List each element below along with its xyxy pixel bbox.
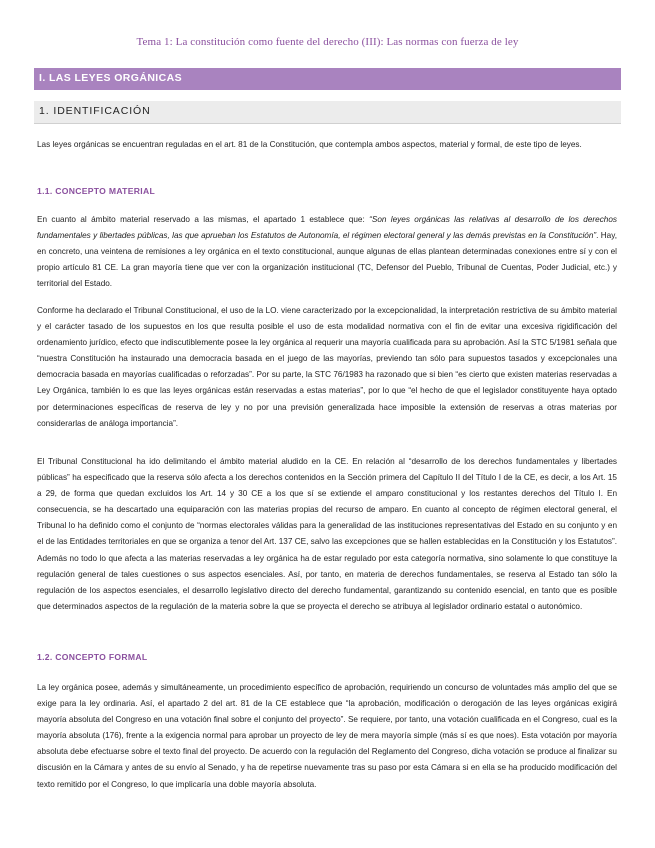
section-title: I. LAS LEYES ORGÁNICAS <box>39 72 182 84</box>
formal-paragraph-1: La ley orgánica posee, además y simultáneamente, un procedimiento específico de aprobación, requiriendo un concurso de voluntades más amplio del que se exige para la ley ordinaria. Así, el apartado 2 del art. 81 de la CE establece que “la aprobación, modificación o derogación de las leyes orgánicas exigirá mayoría absoluta del Congreso en una votación final sobre el conjunto del proyecto”. Se requiere, por tanto, una votación cualificada en el Congreso, cual es la mayoría absoluta (176), frente a la exigencia normal para aprobar un proyecto de ley de mera mayoría simple (más sí es que noes). Esta votación por mayoría absoluta debe efectuarse sobre el texto final del proyecto. De acuerdo con la regulación del Reglamento del Congreso, dicha votación se produce al finalizar su discusión en la Cámara y antes de su envío al Senado, y ha de repetirse nuevamente tras su paso por esta Cámara si en ella se ha producido modificación del texto remitido por el Congreso, lo que implicaría una doble mayoría absoluta. <box>37 683 617 789</box>
material-paragraph-2: Conforme ha declarado el Tribunal Constitucional, el uso de la LO. viene caracterizado por la excepcionalidad, la interpretación restrictiva de su ámbito material y el carácter tasado de los supuestos en los que resulta posible el uso de esta modalidad normativa con el fin de evitar una excesiva rigidificación del ordenamiento jurídico, efecto que indiscutiblemente posee la ley orgánica al requerir una mayoría cualificada para su aprobación. Así la STC 5/1981 señala que “nuestra Constitución ha instaurado una democracia basada en el juego de las mayorías, previendo tan sólo para supuestos tasados y excepcionales una democracia basada en mayorías cualificadas o reforzadas”. Por su parte, la STC 76/1983 ha razonado que si bien “es cierto que existen materias reservadas a Ley Orgánica, también lo es que las leyes orgánicas están reservadas a estas materias”, por lo que “el hecho de que el legislador constituyente haya optado por determinaciones específicas de reserva de ley y no por una previsión generalizada hace imposible la extensión de reservas a otras materias por considerarlas de análoga importancia”. <box>37 306 617 428</box>
intro-paragraph: Las leyes orgánicas se encuentran reguladas en el art. 81 de la Constitución, que contempla ambos aspectos, material y formal, de este tipo de leyes. <box>37 140 582 149</box>
material-p1-rest: . Hay, en concreto, una veintena de remisiones a ley orgánica en el texto constitucional, aunque algunas de ellas plantean determinadas conexiones entre sí y con el propio artículo 81 CE. La gran mayoría tiene que ver con la organización institucional (TC, Defensor del Pueblo, Tribunal de Cuentas, Poder Judicial, etc.) y territorial del Estado. <box>37 231 617 289</box>
material-paragraph-3: El Tribunal Constitucional ha ido delimitando el ámbito material aludido en la CE. En relación al “desarrollo de los derechos fundamentales y libertades públicas” ha especificado que la reserva sólo afecta a los derechos contenidos en la Sección primera del Capítulo II del Título I de la CE, es decir, a los Art. 15 a 29, de forma que quedan excluidos los Art. 14 y 30 CE a los que sí se extiende el amparo constitucional y los restantes derechos del Título I. En consecuencia, se ha descartado una equiparación con las materias propias del recurso de amparo. En cuanto al concepto de régimen electoral general, el Tribunal lo ha definido como el conjunto de “normas electorales válidas para la generalidad de las instituciones representativas del Estado en su conjunto y en el de las Entidades territoriales en que se organiza a tenor del Art. 137 CE, salvo las excepciones que se hallen establecidas en la Constitución y los Estatutos”. Además no todo lo que afecta a las materias reservadas a ley orgánica ha de estar regulado por esta categoría normativa, sino solamente lo que constituye la regulación general de tales cuestiones o sus aspectos esenciales. Así, por tanto, en materia de derechos fundamentales, se reserva al Estado tan sólo la regulación de los aspectos esenciales, el desarrollo legislativo directo del derecho fundamental, garantizando su contenido esencial, en tanto que es posible que determinados aspectos de la regulación de la materia sobre la que se proyecta el derecho se atribuya al legislador ordinario estatal o autonómico. <box>37 457 617 611</box>
running-head: Tema 1: La constitución como fuente del derecho (III): Las normas con fuerza de ley <box>136 36 519 48</box>
material-paragraph-1 <box>37 212 617 292</box>
material-heading: 1.1. CONCEPTO MATERIAL <box>37 186 156 196</box>
subsection-title-bar <box>34 101 621 124</box>
formal-heading: 1.2. CONCEPTO FORMAL <box>37 652 148 662</box>
material-p1-lead: En cuanto al ámbito material reservado a las mismas, el apartado 1 establece que: <box>37 215 370 224</box>
subsection-title: 1. IDENTIFICACIÓN <box>39 105 151 117</box>
section-title-bar <box>34 68 621 90</box>
constitution-quote: “Son leyes orgánicas las relativas al desarrollo de los derechos fundamentales y libertades públicas, las que aprueban los Estatutos de Autonomía, el régimen electoral general y las demás previstas en la Constitución” <box>37 215 617 241</box>
